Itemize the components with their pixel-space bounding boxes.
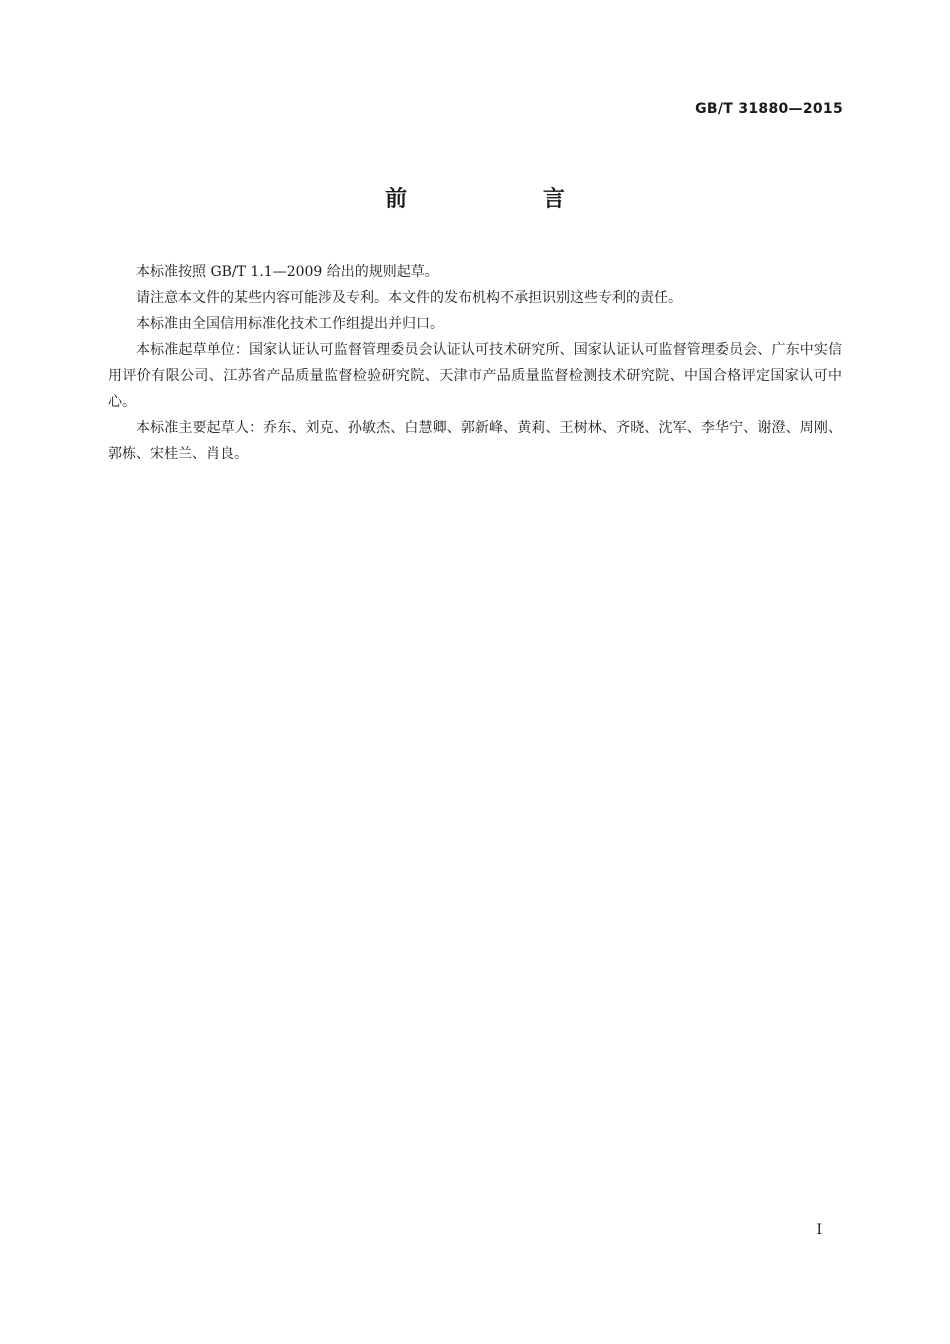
- standard-code: GB/T 31880—2015: [695, 101, 843, 117]
- foreword-body: [108, 259, 842, 467]
- paragraph-drafters: 本标准主要起草人：乔东、刘克、孙敏杰、白慧卿、郭新峰、黄莉、王树林、齐晓、沈军、李华宁、谢澄、周刚、郭栋、宋桂兰、肖良。: [108, 420, 842, 462]
- page-title: 前 言: [385, 187, 629, 212]
- paragraph-drafting-rules: 本标准按照 GB/T 1.1—2009 给出的规则起草。: [136, 264, 439, 280]
- paragraph-proposer: 本标准由全国信用标准化技术工作组提出并归口。: [136, 316, 444, 332]
- paragraph-drafting-units: 本标准起草单位：国家认证认可监督管理委员会认证认可技术研究所、国家认证认可监督管理委员会、广东中实信用评价有限公司、江苏省产品质量监督检验研究院、天津市产品质量监督检测技术研究院、中国合格评定国家认可中心。: [108, 342, 842, 410]
- page-number: I: [816, 1222, 822, 1238]
- paragraph-patent-notice: 请注意本文件的某些内容可能涉及专利。本文件的发布机构不承担识别这些专利的责任。: [136, 290, 682, 306]
